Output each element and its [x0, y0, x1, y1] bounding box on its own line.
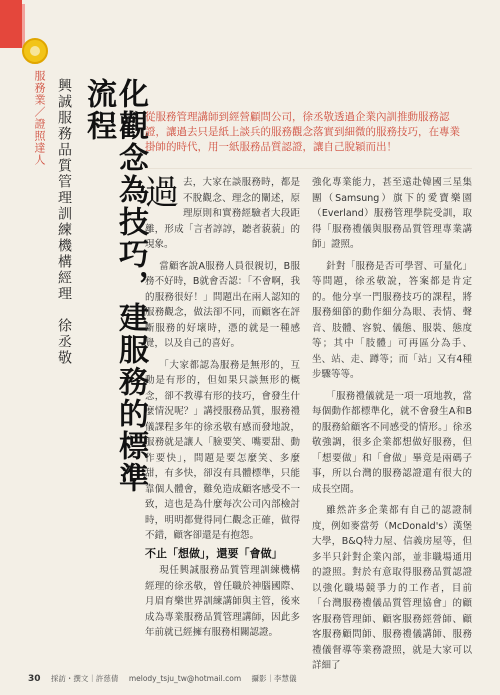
paragraph-text: 去，大家在談服務時，都是不脫觀念、理念的闡述，原理原則和實務經驗者大段距離，形成「言者諄諄，聽者藐藐」的現象。 [145, 177, 300, 250]
paragraph: 現任興誠服務品質管理訓練機構經理的徐丞敬，曾任職於神腦國際、月眉育樂世界訓練講師與主管，後來成為專業服務品質管理講師，因此多年前就已經擁有服務相關認證。 [145, 565, 300, 638]
email-address: melody_tsju_tw@hotmail.com [128, 674, 242, 683]
logo-center [30, 46, 40, 56]
page-footer [28, 673, 468, 684]
page-tab-accent [0, 0, 22, 48]
article-subtitle: 興誠服務品質管理訓練機構經理 徐丞敬 [56, 78, 72, 366]
drop-cap: 過 [145, 173, 179, 213]
paragraph: 雖然許多企業都有自己的認證制度，例如麥當勞（McDonald's）漢堡大學，B&Q特力屋、信義房屋等，但多半只針對企業內部，並非職場通用的證照。對於有意取得服務品質認證以強化職場競爭力的工作者，目前「台灣服務禮儀品質管理協會」的顧客服務管理師、顧客服務經營師、顧客服務顧問師、服務禮儀講師、服務禮儀督導等業務證照，就是大家可以詳細了 [312, 505, 472, 671]
subheading: 不止「想做」，還要「會做」 [145, 547, 283, 560]
lead-paragraph: 從服務管理講師到經營顧問公司，徐丞敬透過企業內訓推動服務認證，讓過去只是紙上談兵的服務觀念落實到細微的服務技巧，在專業掛帥的時代，用一紙服務品質認證，讓自己脫穎而出！ [145, 111, 460, 153]
paragraph: 針對「服務是否可學習、可量化」等問題，徐丞敬說，答案都是肯定的。他分享一門服務技巧的課程，將服務細節的動作細分為眼、表情、聲音、肢體、容貌、儀態、服裝、態度等；其中「肢體」可再區分為手、坐、站、走、蹲等；而「站」又有4種步驟等等。 [312, 260, 472, 380]
circle-logo-icon [22, 38, 48, 64]
photo-credit: 攝影｜李慧儀 [251, 674, 297, 683]
paragraph: 強化專業能力，甚至遠赴韓國三星集團（Samsung）旗下的愛寶樂園（Everland）服務管理學院受訓，取得「服務禮儀與服務品質管理專業講師」證照。 [312, 177, 472, 250]
divider [145, 168, 472, 169]
column-1 [145, 175, 300, 550]
article-title: 化觀念為技巧，建服務的標準流程 [81, 78, 148, 494]
paragraph [145, 175, 300, 253]
paragraph: 「服務禮儀就是一項一項地教，當每個動作都標準化，就不會發生A和B的服務給顧客不同感受的情形。」徐丞敬強調，很多企業都想做好服務，但「想要做」和「會做」畢竟是兩碼子事，所以台灣的服務認證還有很大的成長空間。 [312, 390, 472, 495]
interview-credit: 採訪・撰文｜許慈倩 [50, 674, 119, 683]
page-number: 30 [28, 674, 41, 684]
column-2 [312, 175, 472, 680]
paragraph: 當顧客說A服務人員很親切，B服務不好時，B就會否認：「不會啊，我的服務很好！」問題出在兩人認知的服務觀念，做法卻不同，而顧客在評斷服務的好壞時，憑的就是一種感覺，以及自己的喜好。 [145, 260, 300, 349]
section-tag: 服務業／證照達人 [33, 70, 46, 166]
paragraph: 「大家都認為服務是無形的，互動是有形的，但如果只談無形的概念，卻不教導有形的技巧，會發生什麼情況呢？」講授服務品質，服務禮儀課程多年的徐丞敬有感而發地說，服務就是讓人「臉要笑、嘴要甜、動作要快」，問題是要怎麼笑、多麼甜，有多快，卻沒有具體標準，只能靠個人體會，難免造成顧客感受不一致，這也是為什麼每次公司內部檢討時，明明都覺得同仁觀念正確，做得不錯，顧客卻還是有抱怨。 [145, 359, 300, 541]
column-1-continued [145, 563, 300, 647]
